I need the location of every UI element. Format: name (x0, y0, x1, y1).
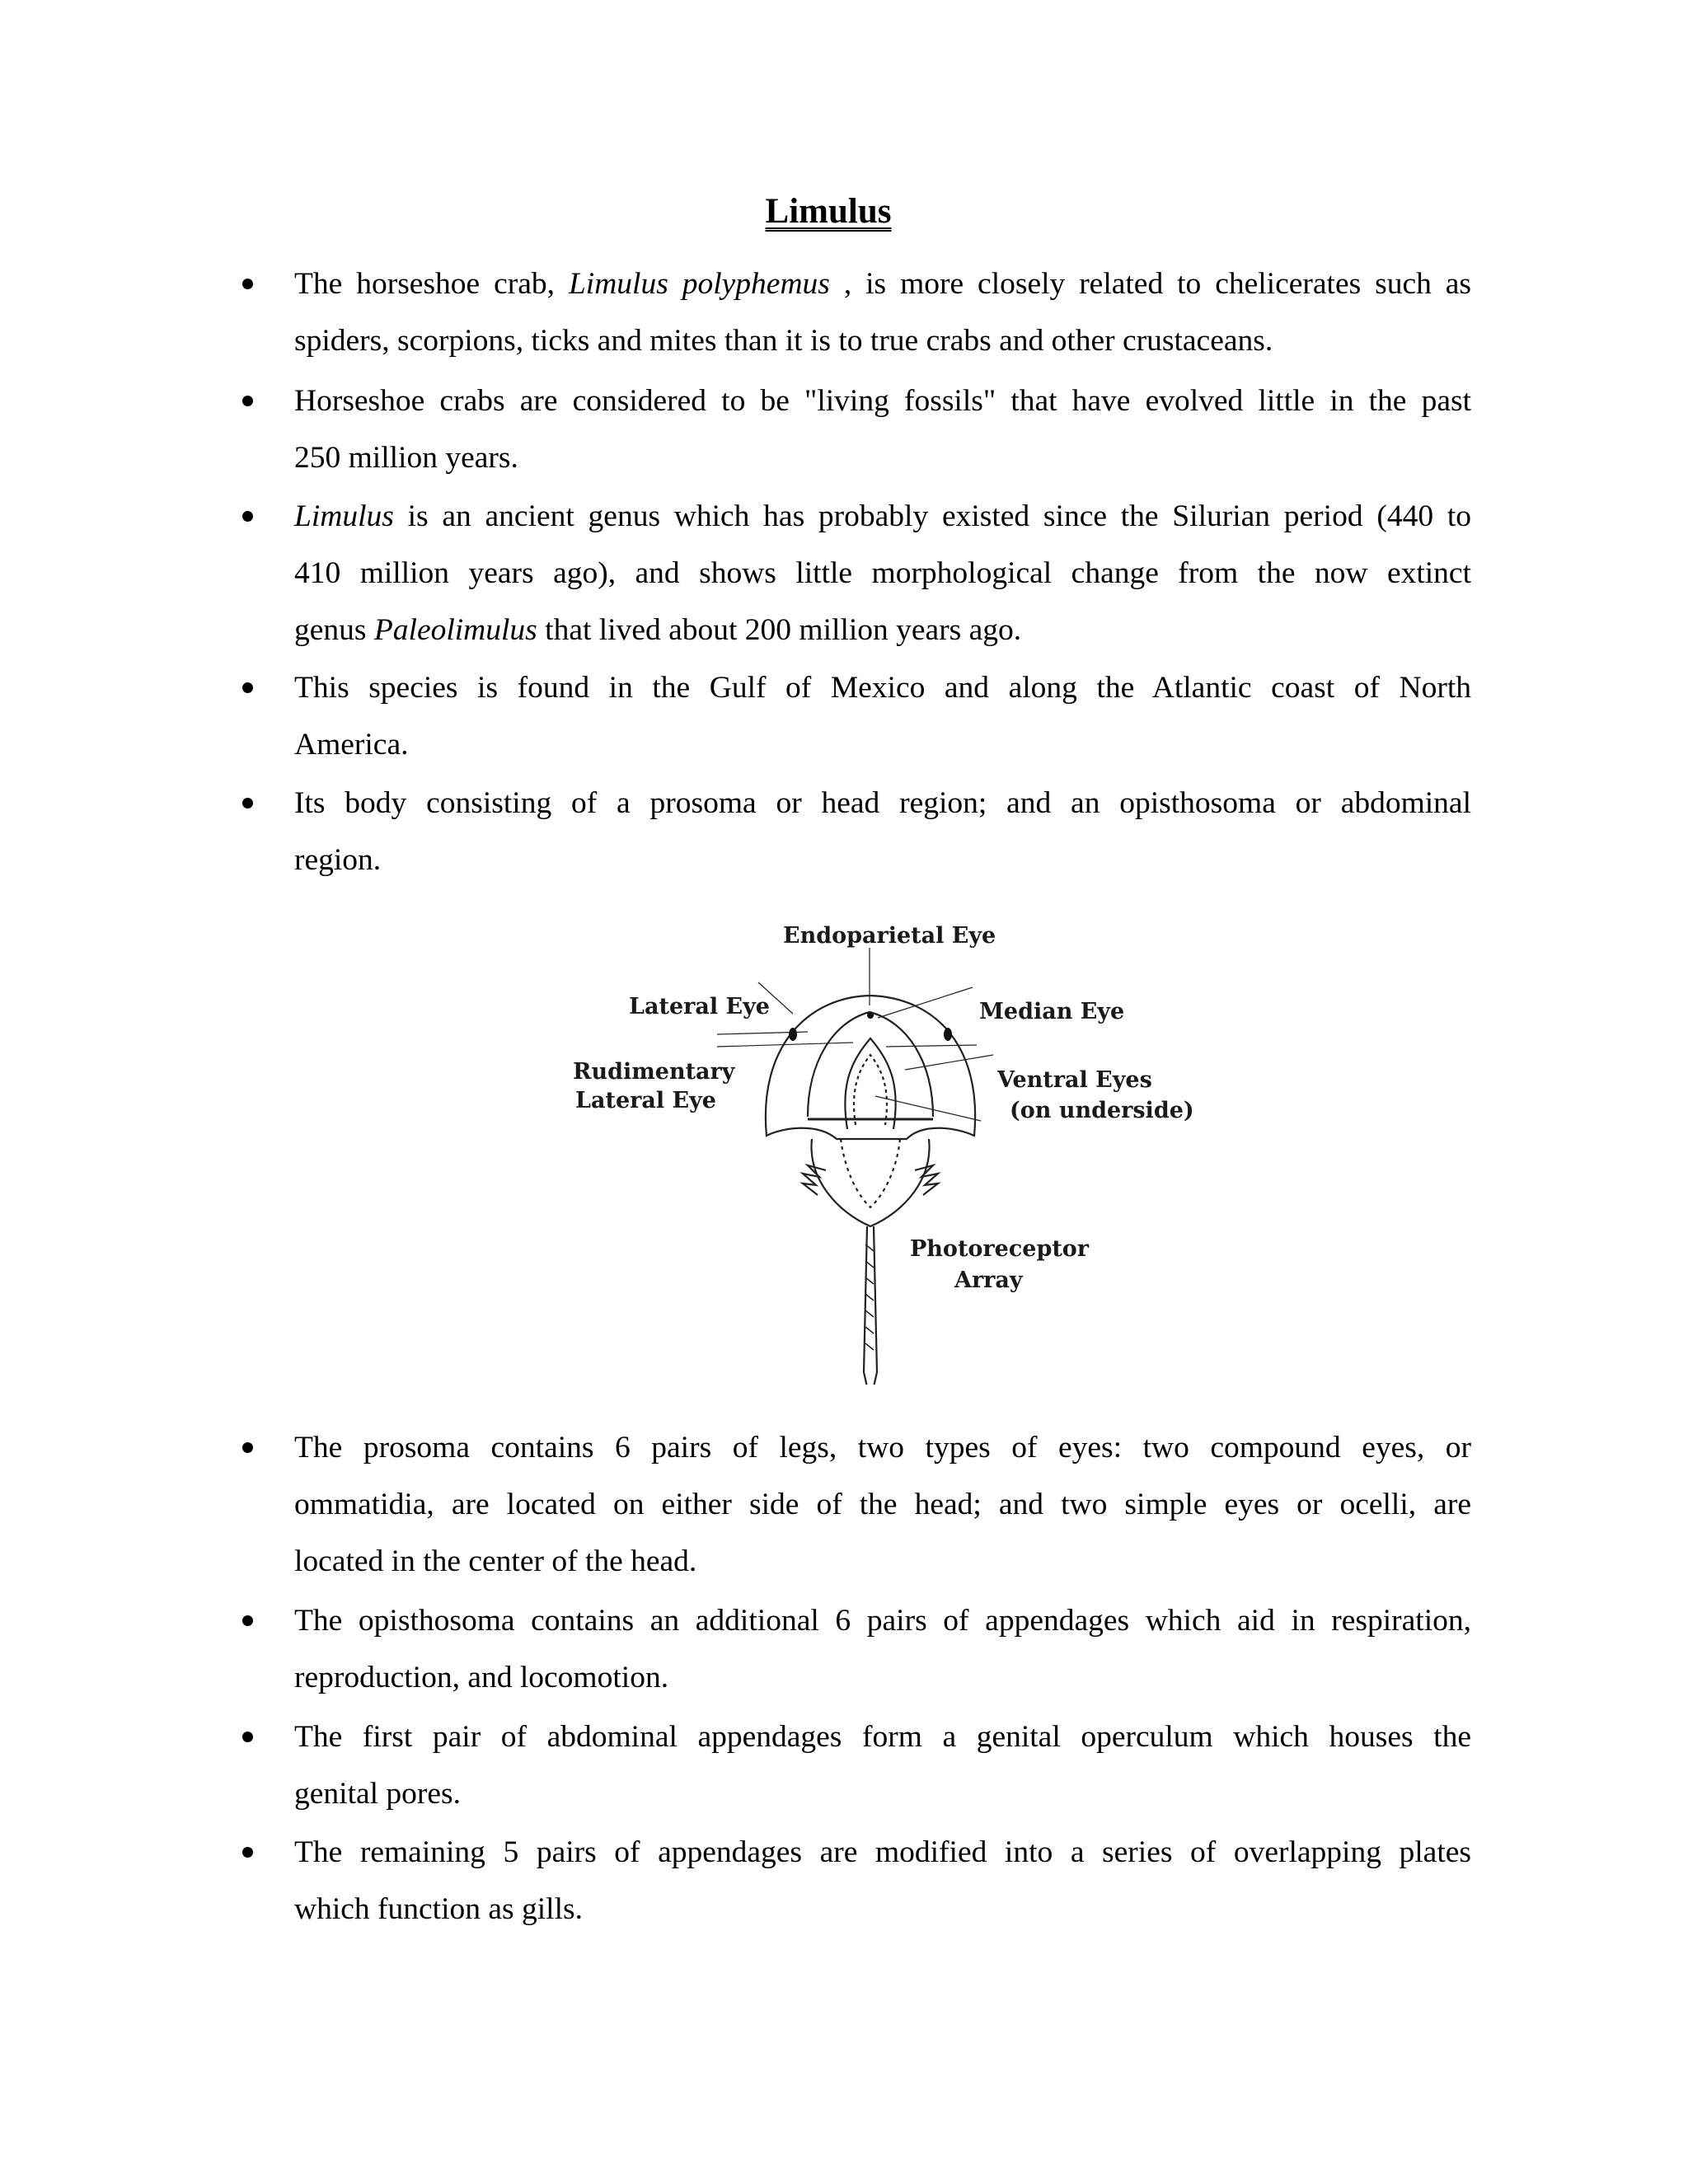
paragraph-line (294, 1824, 1471, 1881)
text-segment: reproduction, and locomotion. (294, 1661, 669, 1694)
paragraph-line (294, 832, 1471, 888)
paragraph-line (294, 545, 1471, 602)
text-segment: This species is found in the Gulf of Mexico and along the Atlantic coast of North (294, 671, 1471, 705)
label-median-eye: Median Eye (979, 999, 1125, 1024)
text-segment: The first pair of abdominal appendages form a genital operculum which houses the (294, 1720, 1471, 1754)
text-segment: is an ancient genus which has probably existed since the Silurian period (440 to (407, 499, 1471, 533)
lateral-eye-left (789, 1028, 797, 1041)
paragraph-line (294, 255, 1471, 312)
text-segment: The remaining 5 pairs of appendages are modified into a series of overlapping plates (294, 1835, 1471, 1869)
paragraph-line (294, 1533, 1471, 1590)
paragraph-line (294, 716, 1471, 773)
limulus-eye-diagram (560, 923, 1194, 1385)
paragraph-line (294, 602, 1471, 658)
text-segment: spiders, scorpions, ticks and mites than it is to true crabs and other crustaceans. (294, 324, 1273, 358)
paragraph-line (294, 373, 1471, 429)
telson (864, 1226, 877, 1385)
text-segment: The prosoma contains 6 pairs of legs, two types of eyes: two compound eyes, or (294, 1431, 1471, 1465)
label-ventral-eyes: Ventral Eyes (997, 1067, 1152, 1093)
bullet-marker (242, 1732, 253, 1742)
paragraph-line (294, 1881, 1471, 1938)
paragraph-line (294, 1765, 1471, 1822)
paragraph-line (294, 1708, 1471, 1765)
text-segment: The opisthosoma contains an additional 6 pairs of appendages which aid in respiration, (294, 1604, 1471, 1638)
bullet-marker (242, 1847, 253, 1858)
bullet-marker (242, 1615, 253, 1626)
horseshoe-crab-drawing (560, 923, 1187, 1385)
text-segment: genus (294, 613, 374, 647)
text-segment: Horseshoe crabs are considered to be "living fossils" that have evolved little in the past (294, 384, 1471, 418)
paragraph-line (294, 775, 1471, 832)
text-segment: genital pores. (294, 1777, 462, 1811)
label-lateral-eye: Lateral Eye (629, 994, 770, 1019)
bullet-marker (242, 279, 253, 289)
text-segment: 250 million years. (294, 441, 518, 475)
label-ventral-underside: (on underside) (1010, 1098, 1194, 1123)
paragraph-line (294, 1649, 1471, 1706)
label-endoparietal-eye: Endoparietal Eye (783, 923, 996, 949)
paragraph-line (294, 1419, 1471, 1476)
paragraph-line (294, 1476, 1471, 1533)
bullet-marker (242, 682, 253, 693)
opisthosoma-outline (812, 1139, 930, 1226)
label-photoreceptor: Photoreceptor (910, 1236, 1090, 1262)
text-segment: ommatidia, are located on either side of the head; and two simple eyes or ocelli, are (294, 1488, 1471, 1521)
text-segment: Its body consisting of a prosoma or head region; and an opisthosoma or abdominal (294, 786, 1471, 820)
italic-term: Limulus (294, 499, 394, 533)
text-segment: 410 million years ago), and shows little morphological change from the now extinct (294, 556, 1471, 590)
paragraph-line (294, 1592, 1471, 1649)
bullet-marker (242, 511, 253, 522)
text-segment: The horseshoe crab, (294, 267, 569, 301)
bullet-marker (242, 396, 253, 406)
bullet-marker (242, 798, 253, 808)
italic-term: Paleolimulus (373, 613, 537, 647)
text-segment: region. (294, 843, 382, 877)
text-segment: America. (294, 728, 409, 762)
paragraph-line (294, 312, 1471, 369)
text-segment: which function as gills. (294, 1892, 583, 1926)
text-segment: , is more closely related to chelicerates such as (843, 267, 1472, 301)
label-photoreceptor-array: Array (954, 1268, 1023, 1293)
label-rudimentary-lateral-eye: Lateral Eye (575, 1088, 716, 1113)
paragraph-line (294, 429, 1471, 486)
label-rudimentary: Rudimentary (573, 1059, 735, 1085)
paragraph-line (294, 659, 1471, 716)
bullet-marker (242, 1442, 253, 1453)
lateral-eye-right (944, 1028, 952, 1041)
page-title: Limulus (765, 192, 892, 231)
text-segment: that lived about 200 million years ago. (545, 613, 1022, 647)
paragraph-line (294, 488, 1471, 545)
median-eye (867, 1012, 874, 1019)
text-segment: located in the center of the head. (294, 1544, 697, 1578)
italic-term: Limulus polyphemus (568, 267, 830, 301)
